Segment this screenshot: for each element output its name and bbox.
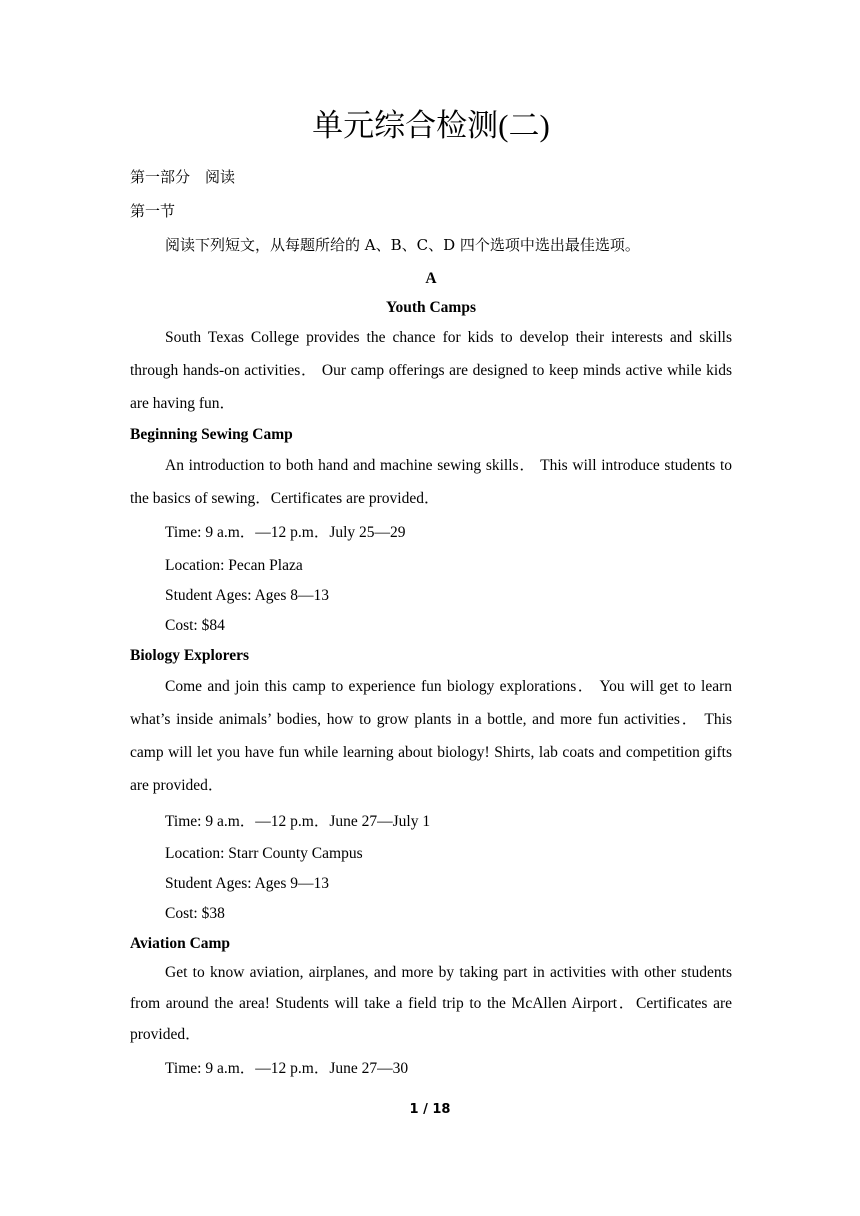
camp-name: Beginning Sewing Camp <box>130 426 293 443</box>
page-number: 1 / 18 <box>409 1102 451 1117</box>
page-title: 单元综合检测(二) <box>312 108 550 143</box>
camp-description: Come and join this camp to experience fun biology explorations． You will get to learn what’s inside animals’ bodies, how to grow plants in a bottle, and more fun activities． This camp will let you have fun while learning about biology! Shirts, lab coats and competition gifts are provided． <box>130 678 732 794</box>
camp-cost: Cost: $38 <box>165 905 225 922</box>
passage-letter: A <box>425 270 437 287</box>
camp-description: An introduction to both hand and machine sewing skills． This will introduce students to the basics of sewing．Certificates are provided． <box>130 457 732 507</box>
part-heading: 第一部分 阅读 <box>130 168 236 186</box>
intro-paragraph: South Texas College provides the chance for kids to develop their interests and skills through hands-on activities． Our camp offerings are designed to keep minds active while kids are having fun． <box>130 329 732 412</box>
instruction: 阅读下列短文，从每题所给的 A、B、C、D 四个选项中选出最佳选项。 <box>165 236 640 254</box>
camp-time: Time: 9 a.m．—12 p.m．July 25—29 <box>165 524 406 541</box>
camp-ages: Student Ages: Ages 8—13 <box>165 587 330 604</box>
section-heading: 第一节 <box>130 202 176 220</box>
camp-location: Location: Pecan Plaza <box>165 557 303 574</box>
camp-location: Location: Starr County Campus <box>165 845 363 862</box>
camp-name: Biology Explorers <box>130 647 249 664</box>
camp-cost: Cost: $84 <box>165 617 225 634</box>
camp-description: Get to know aviation, airplanes, and more by taking part in activities with other students from around the area! Students will take a field trip to the McAllen Airport．Certificates are provided． <box>130 964 732 1043</box>
camp-time: Time: 9 a.m．—12 p.m．June 27—July 1 <box>165 813 431 830</box>
passage-title: Youth Camps <box>385 299 476 316</box>
camp-name: Aviation Camp <box>130 935 231 952</box>
camp-ages: Student Ages: Ages 9—13 <box>165 875 330 892</box>
camp-time: Time: 9 a.m．—12 p.m．June 27—30 <box>165 1060 409 1077</box>
